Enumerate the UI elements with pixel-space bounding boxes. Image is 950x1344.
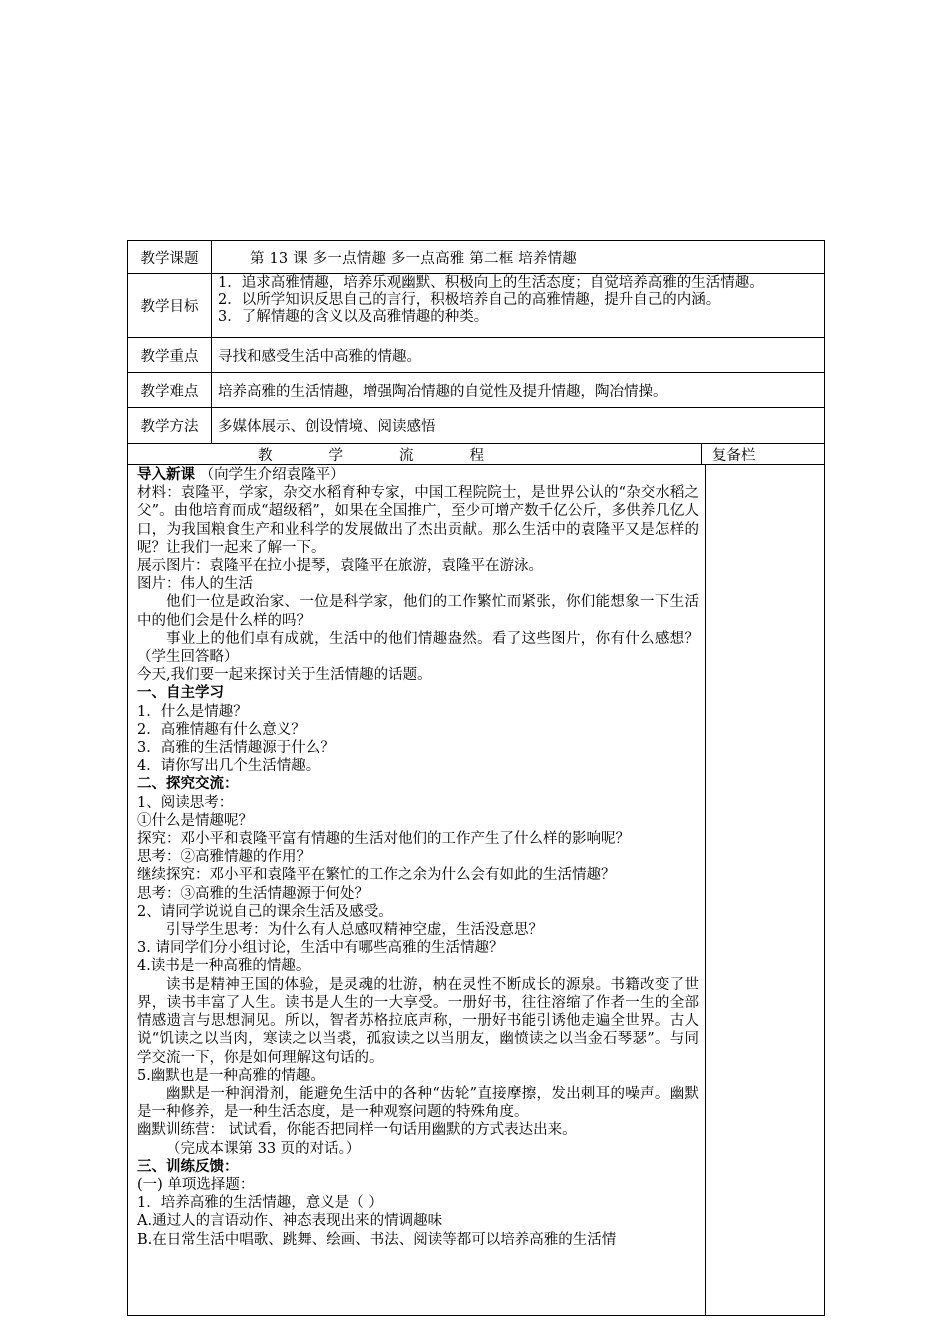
difficulty-label: 教学难点 — [128, 373, 212, 407]
question-item: 1．什么是情趣？ — [137, 703, 248, 720]
flow-heading — [128, 444, 702, 464]
lesson-plan-table — [127, 240, 825, 1316]
paragraph: 引导学生思考：为什么有人总感叹精神空虚，生活没意思？ — [166, 922, 543, 939]
row-method — [128, 408, 824, 444]
paragraph: 思考：②高雅情趣的作用？ — [137, 849, 311, 866]
method-value: 多媒体展示、创设情境、阅读感悟 — [218, 419, 436, 435]
backup-column-heading: 复备栏 — [712, 447, 756, 464]
paragraph: 2、请同学说说自己的课余生活及感受。 — [137, 903, 393, 920]
section-heading: 二、探究交流： — [137, 775, 239, 793]
intro-heading — [137, 466, 699, 484]
goals-value — [212, 274, 824, 337]
paragraph: 继续探究：邓小平和袁隆平在繁忙的工作之余为什么会有如此的生活情趣？ — [137, 867, 616, 884]
row-body — [128, 465, 824, 1315]
paragraph: 图片：伟人的生活 — [137, 576, 253, 593]
paragraph: 5.幽默也是一种高雅的情趣。 — [137, 1067, 325, 1084]
paragraph: 他们一位是政治家、一位是科学家，他们的工作繁忙而紧张，你们能想象一下生活中的他们会是什么样的吗？ — [137, 594, 699, 629]
row-difficulty — [128, 373, 824, 408]
flow-char: 教 — [258, 447, 273, 464]
row-key-point — [128, 338, 824, 373]
flow-char: 流 — [399, 447, 414, 464]
topic-value: 第 13 课 多一点情趣 多一点高雅 第二框 培养情趣 — [250, 250, 578, 267]
flow-char: 学 — [328, 447, 343, 464]
paragraph: 材料：袁隆平，学家，杂交水稻育种专家，中国工程院院士，是世界公认的“杂交水稻之父”。由他培育而成“超级稻”，如果在全国推广，至少可增产数千亿公斤，多供养几亿人口，为我国粮食生产和业科学的发展做出了杰出贡献。那么生活中的袁隆平又是怎样的呢？让我们一起来了解一下。 — [137, 485, 699, 556]
paragraph: ①什么是情趣呢？ — [137, 812, 253, 829]
key-value: 寻找和感受生活中高雅的情趣。 — [218, 348, 421, 365]
paragraph: 思考：③高雅的生活情趣源于何处？ — [137, 885, 369, 902]
goals-label: 教学目标 — [128, 274, 212, 337]
goal-item: 3．了解情趣的含义以及高雅情趣的种类。 — [218, 309, 489, 325]
paragraph: 幽默训练营： 试试看，你能否把同样一句话用幽默的方式表达出来。 — [137, 1122, 577, 1139]
goal-item: 1．追求高雅情趣，培养乐观幽默、积极向上的生活态度；自觉培养高雅的生活情趣。 — [218, 275, 764, 291]
paragraph: (一) 单项选择题： — [137, 1176, 255, 1193]
question-item: 4．请你写出几个生活情趣。 — [137, 758, 321, 775]
paragraph: 今天,我们要一起来探讨关于生活情趣的话题。 — [137, 667, 432, 684]
paragraph: 读书是精神王国的体验，是灵魂的壮游，枘在灵性不断成长的源泉。书籍改变了世界，读书丰富了人生。读书是人生的一大享受。一册好书，往往溶缩了作者一生的全部情感遗言与思想洞见。所以，智者苏格拉底声称，一册好书能引诱他走遍全世界。古人说“饥读之以当肉，寒读之以当裘，孤寂读之以当朋友，幽愤读之以当金石琴瑟”。与同学交流一下，你是如何理解这句话的。 — [137, 976, 699, 1066]
answer-option: A.通过人的言语动作、神态表现出来的情调趣味 — [137, 1213, 443, 1230]
paragraph: 3. 请同学们分小组讨论，生活中有哪些高雅的生活情趣？ — [137, 940, 504, 957]
paragraph: （完成本课第 33 页的对话。） — [166, 1140, 361, 1157]
intro-title: 导入新课 — [137, 466, 195, 483]
paragraph: 探究：邓小平和袁隆平富有情趣的生活对他们的工作产生了什么样的影响呢？ — [137, 831, 630, 848]
topic-label: 教学课题 — [128, 241, 212, 273]
section-heading: 三、训练反馈： — [137, 1157, 239, 1175]
paragraph: 幽默是一种润滑剂，能避免生活中的各种“齿轮”直接摩擦，发出刺耳的噪声。幽默是一种修养，是一种生活态度，是一种观察问题的特殊角度。 — [137, 1085, 699, 1121]
row-topic — [128, 241, 824, 274]
answer-option: B.在日常生活中唱歌、跳舞、绘画、书法、阅读等都可以培养高雅的生活情 — [137, 1231, 617, 1248]
method-label: 教学方法 — [128, 408, 212, 443]
row-flow-header — [128, 444, 824, 465]
row-goals — [128, 274, 824, 338]
section-heading: 一、自主学习 — [137, 684, 224, 702]
teaching-process — [128, 465, 706, 1315]
flow-char: 程 — [469, 447, 484, 464]
question-item: 1．培养高雅的生活情趣，意义是（ ） — [137, 1195, 383, 1212]
backup-column — [706, 465, 824, 1315]
paragraph: 1、阅读思考： — [137, 794, 234, 811]
paragraph: 事业上的他们卓有成就，生活中的他们情趣盎然。看了这些图片，你有什么感想？（学生回答略） — [137, 630, 699, 666]
intro-note: （向学生介绍袁隆平） — [195, 467, 345, 483]
question-item: 2．高雅情趣有什么意义？ — [137, 721, 306, 738]
difficulty-value: 培养高雅的生活情趣，增强陶冶情趣的自觉性及提升情趣，陶冶情操。 — [218, 383, 668, 400]
paragraph: 4.读书是一种高雅的情趣。 — [137, 958, 311, 975]
question-item: 3．高雅的生活情趣源于什么？ — [137, 740, 335, 757]
goal-item: 2．以所学知识反思自己的言行，积极培养自己的高雅情趣，提升自己的内涵。 — [218, 292, 721, 308]
key-label: 教学重点 — [128, 338, 212, 372]
paragraph: 展示图片：袁隆平在拉小提琴，袁隆平在旅游，袁隆平在游泳。 — [137, 558, 543, 575]
